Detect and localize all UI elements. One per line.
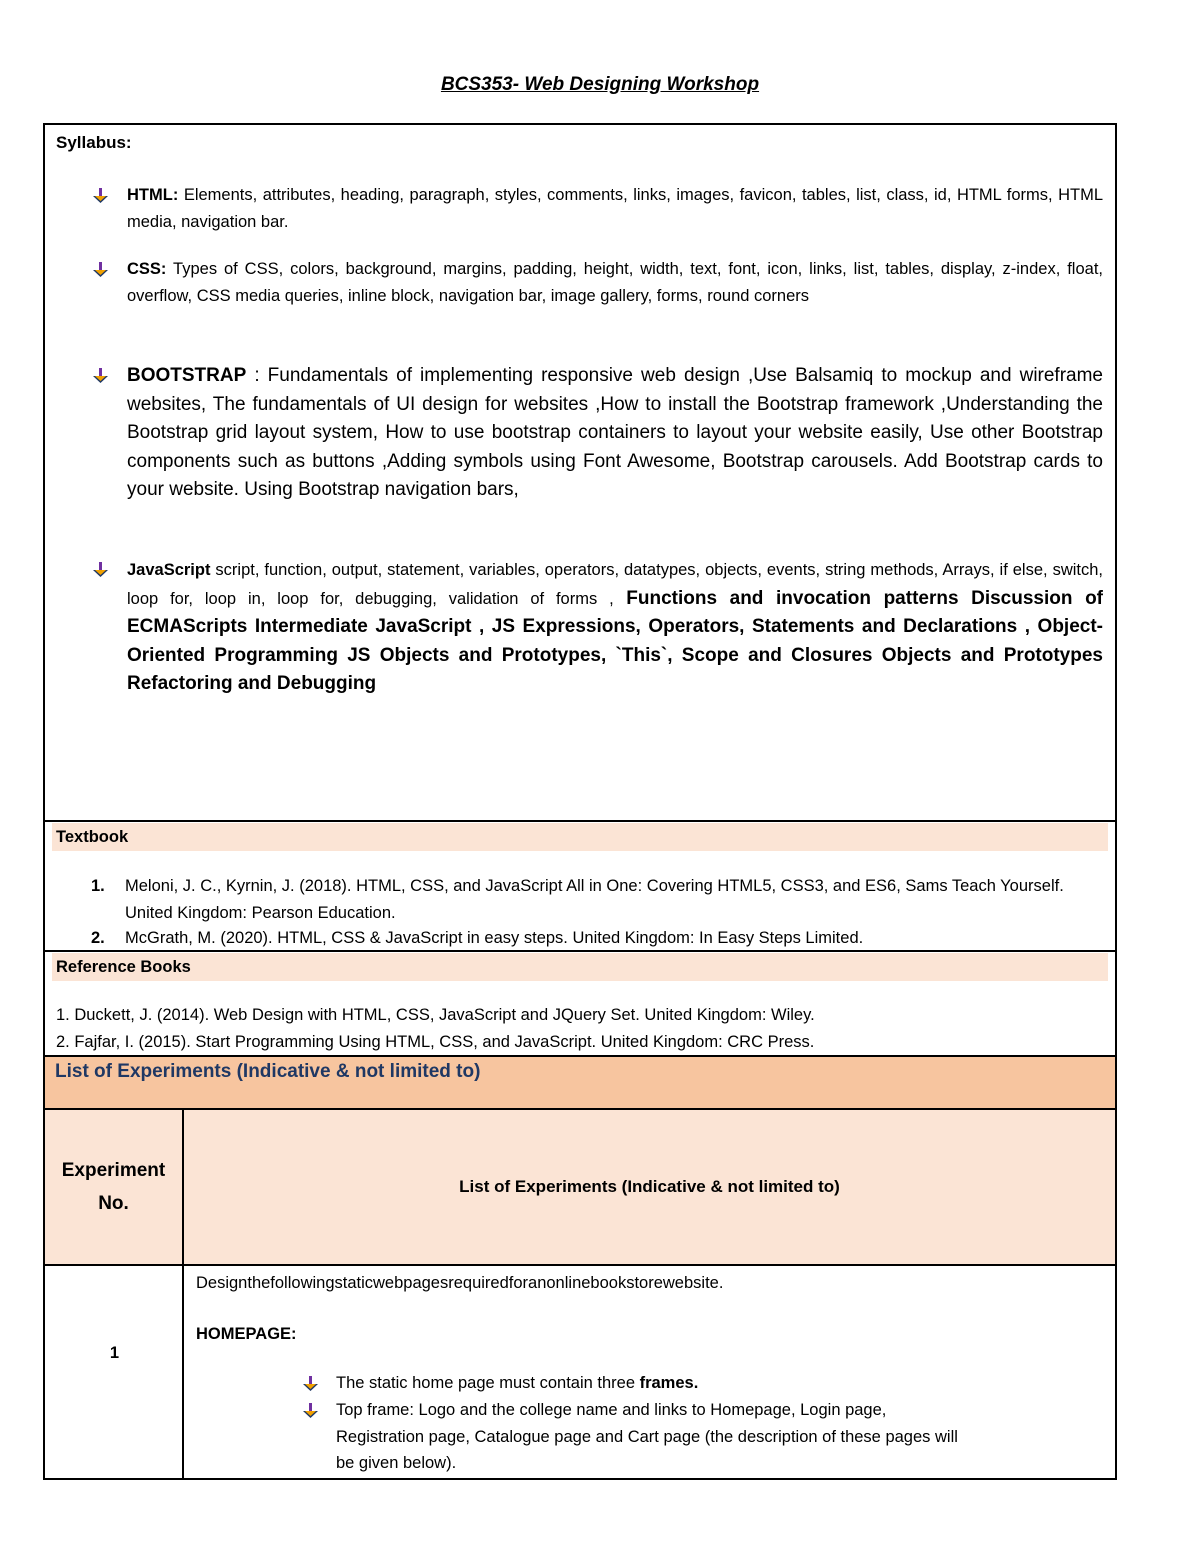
bullet-icon <box>91 367 109 385</box>
experiments-header <box>45 1055 1115 1111</box>
reference-item: 1. Duckett, J. (2014). Web Design with HTML, CSS, JavaScript and JQuery Set. United Kingdom: Wiley. <box>56 1006 815 1024</box>
experiment-number: 1 <box>109 1344 120 1362</box>
experiments-heading: List of Experiments (Indicative & not limited to) <box>55 1061 481 1082</box>
col-header-experiments: List of Experiments (Indicative & not limited to) <box>184 1110 1115 1264</box>
reference-heading: Reference Books <box>52 953 1108 981</box>
textbook-num: 1. <box>91 877 105 895</box>
syllabus-heading: Syllabus: <box>56 133 132 152</box>
experiment-bullet: The static home page must contain three frames. <box>336 1374 699 1392</box>
syllabus-item-bootstrap: BOOTSTRAP : Fundamentals of implementing responsive web design ,Use Balsamiq to mockup and wireframe websites, The fundamentals of UI design for websites ,How to install the Bootstrap framework ,Understanding the Bootstrap grid layout system, How to use bootstrap containers to layout your website easily, Use other Bootstrap components such as buttons ,Adding symbols using Font Awesome, Bootstrap carousels. Add Bootstrap cards to your website. Using Bootstrap navigation bars, <box>127 365 1103 500</box>
col-header-experiment-no: Experiment No. <box>45 1110 184 1264</box>
syllabus-item-javascript: JavaScript script, function, output, statement, variables, operators, datatypes, objects, events, string methods, Arrays, if else, switch, loop for, loop in, loop for, debugging, validation of forms , Functions and invocation patterns Discussion of ECMAScripts Intermediate JavaScript , JS Expressions, Operators, Statements and Declarations , Object-Oriented Programming JS Objects and Prototypes, `This`, Scope and Closures Objects and Prototypes Refactoring and Debugging <box>127 561 1103 694</box>
syllabus-item-html: HTML: Elements, attributes, heading, paragraph, styles, comments, links, images, favicon, tables, list, class, id, HTML forms, HTML media, navigation bar. <box>127 186 1103 231</box>
syllabus-item-css: CSS: Types of CSS, colors, background, margins, padding, height, width, text, font, icon, links, list, tables, display, z-index, float, overflow, CSS media queries, inline block, navigation bar, image gallery, forms, round corners <box>127 260 1103 305</box>
bullet-icon <box>91 187 109 205</box>
syllabus-table <box>43 123 1117 1480</box>
reference-item: 2. Fajfar, I. (2015). Start Programming Using HTML, CSS, and JavaScript. United Kingdom: CRC Press. <box>56 1033 815 1051</box>
bullet-icon <box>91 261 109 279</box>
bullet-icon <box>301 1375 319 1393</box>
document-title: BCS353- Web Designing Workshop <box>440 74 760 95</box>
textbook-item: Meloni, J. C., Kyrnin, J. (2018). HTML, CSS, and JavaScript All in One: Covering HTML5, CSS3, and ES6, Sams Teach Yourself. United Kingdom: Pearson Education. <box>125 877 1064 922</box>
experiment-bullet: Top frame: Logo and the college name and links to Homepage, Login page, Registration page, Catalogue page and Cart page (the description of these pages will be given below). <box>336 1401 958 1472</box>
experiment-subheading: HOMEPAGE: <box>196 1325 297 1343</box>
textbook-item: McGrath, M. (2020). HTML, CSS & JavaScript in easy steps. United Kingdom: In Easy Steps Limited. <box>125 929 864 947</box>
textbook-heading: Textbook <box>52 823 1108 851</box>
bullet-icon <box>301 1402 319 1420</box>
textbook-num: 2. <box>91 929 105 947</box>
bullet-icon <box>91 561 109 579</box>
experiment-description: Designthefollowingstaticwebpagesrequiredforanonlinebookstorewebsite. <box>196 1274 724 1292</box>
table-row <box>45 1266 184 1478</box>
